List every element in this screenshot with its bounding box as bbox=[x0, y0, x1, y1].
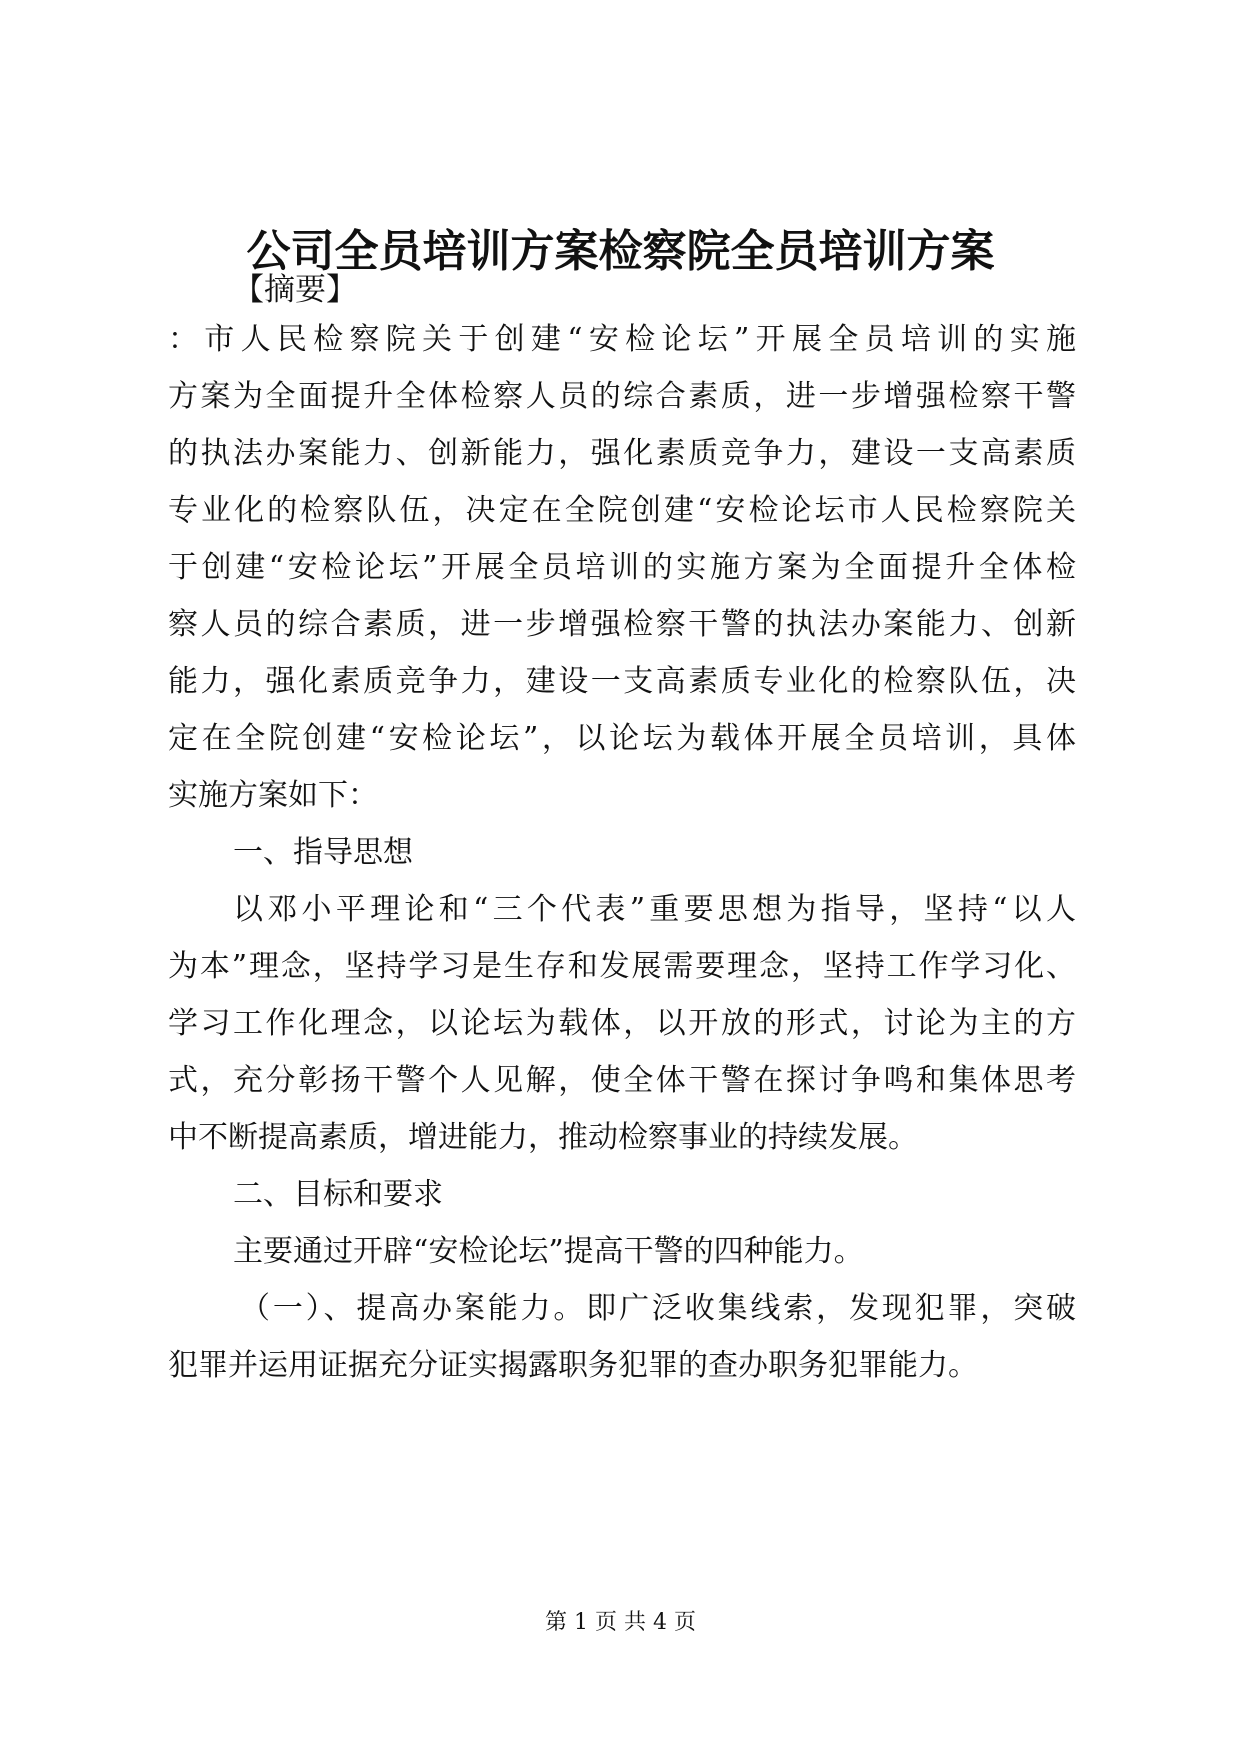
body-line: 主要通过开辟“安检论坛”提高干警的四种能力。 bbox=[233, 1234, 864, 1269]
body-line: （一）、提高办案能力。即广泛收集线索，发现犯罪，突破 bbox=[240, 1291, 1076, 1326]
body-line: 方案为全面提升全体检察人员的综合素质，进一步增强检察干警 bbox=[168, 379, 1076, 414]
body-line: 以邓小平理论和“三个代表”重要思想为指导，坚持“以人 bbox=[233, 892, 1076, 927]
document-title: 公司全员培训方案检察院全员培训方案 bbox=[246, 226, 995, 277]
body-line: 察人员的综合素质，进一步增强检察干警的执法办案能力、创新 bbox=[168, 607, 1076, 642]
section-heading: 一、指导思想 bbox=[233, 835, 413, 870]
body-line: 为本”理念，坚持学习是生存和发展需要理念，坚持工作学习化、 bbox=[168, 949, 1076, 984]
body-line: 式，充分彰扬干警个人见解，使全体干警在探讨争鸣和集体思考 bbox=[168, 1063, 1076, 1098]
body-line: 于创建“安检论坛”开展全员培训的实施方案为全面提升全体检 bbox=[168, 550, 1076, 585]
body-line: 能力，强化素质竞争力，建设一支高素质专业化的检察队伍，决 bbox=[168, 664, 1076, 699]
body-line: 中不断提高素质，增进能力，推动检察事业的持续发展。 bbox=[168, 1120, 918, 1155]
body-line: 犯罪并运用证据充分证实揭露职务犯罪的查办职务犯罪能力。 bbox=[168, 1348, 978, 1383]
page-footer: 第 1 页 共 4 页 bbox=[545, 1610, 696, 1635]
body-line: 实施方案如下： bbox=[168, 778, 378, 813]
body-line: 定在全院创建“安检论坛”，以论坛为载体开展全员培训，具体 bbox=[168, 721, 1076, 756]
body-line: 专业化的检察队伍，决定在全院创建“安检论坛市人民检察院关 bbox=[168, 493, 1076, 528]
section-heading: 二、目标和要求 bbox=[233, 1177, 443, 1212]
body-line: 的执法办案能力、创新能力，强化素质竞争力，建设一支高素质 bbox=[168, 436, 1076, 471]
body-line: ：市人民检察院关于创建“安检论坛”开展全员培训的实施 bbox=[168, 322, 1076, 357]
abstract-label: 【摘要】 bbox=[233, 272, 357, 308]
body-line: 学习工作化理念，以论坛为载体，以开放的形式，讨论为主的方 bbox=[168, 1006, 1076, 1041]
